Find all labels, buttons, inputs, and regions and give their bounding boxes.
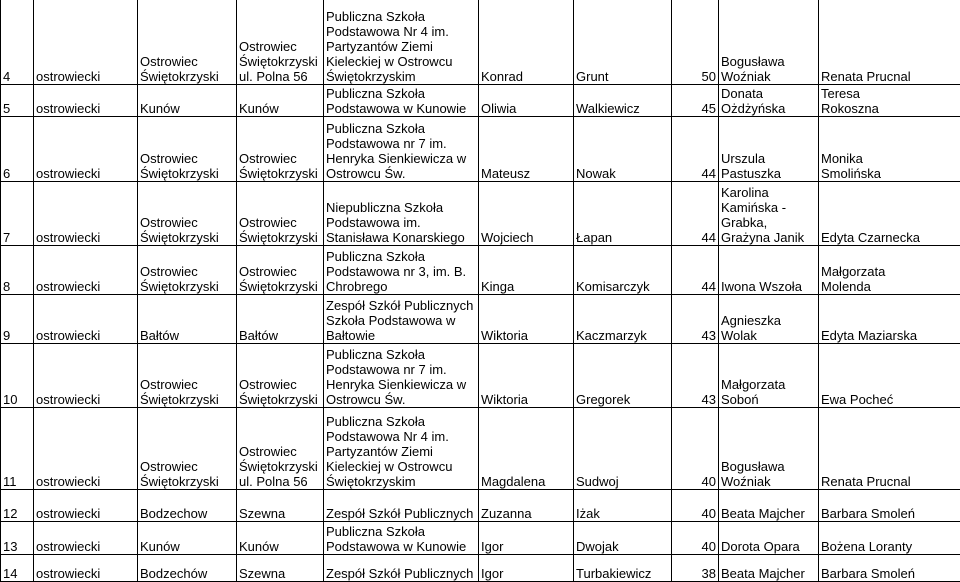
teacher-cell: Iwona Wszoła	[719, 246, 819, 295]
school-cell: Publiczna Szkoła Podstawowa Nr 4 im. Partyzantów Ziemi Kieleckiej w Ostrowcu Świętokrzyskim	[324, 408, 479, 490]
table-row	[1, 0, 960, 85]
first-name-cell: Igor	[479, 522, 574, 555]
teacher-cell: Agnieszka Wolak	[719, 295, 819, 344]
gmina-cell: Bodzechów	[138, 555, 237, 582]
first-name-cell: Magdalena	[479, 408, 574, 490]
last-name-cell: Nowak	[574, 117, 672, 182]
powiat-cell: ostrowiecki	[34, 344, 138, 408]
gmina-cell: Ostrowiec Świętokrzyski	[138, 246, 237, 295]
supervisor-cell: Renata Prucnal	[819, 0, 960, 85]
last-name-cell: Dwojak	[574, 522, 672, 555]
gmina-cell: Kunów	[138, 522, 237, 555]
row-number: 4	[1, 0, 34, 85]
row-number: 6	[1, 117, 34, 182]
table-row	[1, 182, 960, 246]
last-name-cell: Kaczmarzyk	[574, 295, 672, 344]
points-cell: 44	[672, 117, 719, 182]
row-number: 10	[1, 344, 34, 408]
school-cell: Publiczna Szkoła Podstawowa nr 7 im. Henryka Sienkiewicza w Ostrowcu Św.	[324, 344, 479, 408]
table-row	[1, 522, 960, 555]
teacher-cell: Bogusława Woźniak	[719, 408, 819, 490]
first-name-cell: Wojciech	[479, 182, 574, 246]
first-name-cell: Konrad	[479, 0, 574, 85]
first-name-cell: Oliwia	[479, 85, 574, 117]
powiat-cell: ostrowiecki	[34, 246, 138, 295]
locality-cell: Kunów	[237, 522, 324, 555]
table-row	[1, 490, 960, 522]
powiat-cell: ostrowiecki	[34, 408, 138, 490]
first-name-cell: Igor	[479, 555, 574, 582]
table-row	[1, 246, 960, 295]
points-cell: 44	[672, 182, 719, 246]
gmina-cell: Bodzechow	[138, 490, 237, 522]
supervisor-cell: Edyta Maziarska	[819, 295, 960, 344]
table-row	[1, 117, 960, 182]
gmina-cell: Ostrowiec Świętokrzyski	[138, 408, 237, 490]
locality-cell: Ostrowiec Świętokrzyski	[237, 117, 324, 182]
first-name-cell: Wiktoria	[479, 295, 574, 344]
school-cell: Zespół Szkół Publicznych	[324, 490, 479, 522]
row-number: 7	[1, 182, 34, 246]
school-cell: Publiczna Szkoła Podstawowa w Kunowie	[324, 522, 479, 555]
points-cell: 50	[672, 0, 719, 85]
last-name-cell: Turbakiewicz	[574, 555, 672, 582]
teacher-cell: Dorota Opara	[719, 522, 819, 555]
row-number: 8	[1, 246, 34, 295]
locality-cell: Ostrowiec Świętokrzyski ul. Polna 56	[237, 408, 324, 490]
teacher-cell: Beata Majcher	[719, 490, 819, 522]
powiat-cell: ostrowiecki	[34, 522, 138, 555]
locality-cell: Bałtów	[237, 295, 324, 344]
locality-cell: Ostrowiec Świętokrzyski	[237, 246, 324, 295]
supervisor-cell: Barbara Smoleń	[819, 555, 960, 582]
school-cell: Zespół Szkół Publicznych Szkoła Podstawowa w Bałtowie	[324, 295, 479, 344]
school-cell: Publiczna Szkoła Podstawowa nr 3, im. B. Chrobrego	[324, 246, 479, 295]
points-cell: 40	[672, 490, 719, 522]
table-row	[1, 344, 960, 408]
powiat-cell: ostrowiecki	[34, 0, 138, 85]
points-cell: 44	[672, 246, 719, 295]
supervisor-cell: Monika Smolińska	[819, 117, 960, 182]
powiat-cell: ostrowiecki	[34, 117, 138, 182]
last-name-cell: Komisarczyk	[574, 246, 672, 295]
supervisor-cell: Bożena Loranty	[819, 522, 960, 555]
points-cell: 40	[672, 408, 719, 490]
teacher-cell: Karolina Kamińska - Grabka, Grażyna Janik	[719, 182, 819, 246]
gmina-cell: Ostrowiec Świętokrzyski	[138, 0, 237, 85]
points-cell: 43	[672, 344, 719, 408]
locality-cell: Ostrowiec Świętokrzyski ul. Polna 56	[237, 0, 324, 85]
supervisor-cell: Teresa Rokoszna	[819, 85, 960, 117]
powiat-cell: ostrowiecki	[34, 182, 138, 246]
powiat-cell: ostrowiecki	[34, 85, 138, 117]
school-cell: Publiczna Szkoła Podstawowa Nr 4 im. Partyzantów Ziemi Kieleckiej w Ostrowcu Świętokrzyskim	[324, 0, 479, 85]
first-name-cell: Wiktoria	[479, 344, 574, 408]
first-name-cell: Zuzanna	[479, 490, 574, 522]
last-name-cell: Łapan	[574, 182, 672, 246]
table-row	[1, 555, 960, 582]
powiat-cell: ostrowiecki	[34, 295, 138, 344]
supervisor-cell: Edyta Czarnecka	[819, 182, 960, 246]
gmina-cell: Kunów	[138, 85, 237, 117]
row-number: 12	[1, 490, 34, 522]
first-name-cell: Mateusz	[479, 117, 574, 182]
teacher-cell: Urszula Pastuszka	[719, 117, 819, 182]
locality-cell: Ostrowiec Świętokrzyski	[237, 344, 324, 408]
points-cell: 38	[672, 555, 719, 582]
row-number: 13	[1, 522, 34, 555]
table-row	[1, 408, 960, 490]
gmina-cell: Ostrowiec Świętokrzyski	[138, 117, 237, 182]
supervisor-cell: Ewa Pocheć	[819, 344, 960, 408]
last-name-cell: Grunt	[574, 0, 672, 85]
last-name-cell: Sudwoj	[574, 408, 672, 490]
school-cell: Zespół Szkół Publicznych	[324, 555, 479, 582]
last-name-cell: Iżak	[574, 490, 672, 522]
teacher-cell: Donata Ożdżyńska	[719, 85, 819, 117]
locality-cell: Szewna	[237, 490, 324, 522]
school-cell: Niepubliczna Szkoła Podstawowa im. Stanisława Konarskiego	[324, 182, 479, 246]
row-number: 9	[1, 295, 34, 344]
supervisor-cell: Renata Prucnal	[819, 408, 960, 490]
teacher-cell: Małgorzata Soboń	[719, 344, 819, 408]
teacher-cell: Bogusława Woźniak	[719, 0, 819, 85]
powiat-cell: ostrowiecki	[34, 555, 138, 582]
locality-cell: Szewna	[237, 555, 324, 582]
table-row	[1, 295, 960, 344]
school-cell: Publiczna Szkoła Podstawowa nr 7 im. Henryka Sienkiewicza w Ostrowcu Św.	[324, 117, 479, 182]
school-cell: Publiczna Szkoła Podstawowa w Kunowie	[324, 85, 479, 117]
points-cell: 43	[672, 295, 719, 344]
teacher-cell: Beata Majcher	[719, 555, 819, 582]
points-cell: 40	[672, 522, 719, 555]
powiat-cell: ostrowiecki	[34, 490, 138, 522]
gmina-cell: Ostrowiec Świętokrzyski	[138, 344, 237, 408]
gmina-cell: Bałtów	[138, 295, 237, 344]
first-name-cell: Kinga	[479, 246, 574, 295]
supervisor-cell: Małgorzata Molenda	[819, 246, 960, 295]
locality-cell: Kunów	[237, 85, 324, 117]
supervisor-cell: Barbara Smoleń	[819, 490, 960, 522]
last-name-cell: Walkiewicz	[574, 85, 672, 117]
last-name-cell: Gregorek	[574, 344, 672, 408]
locality-cell: Ostrowiec Świętokrzyski	[237, 182, 324, 246]
table-row	[1, 85, 960, 117]
row-number: 14	[1, 555, 34, 582]
row-number: 5	[1, 85, 34, 117]
gmina-cell: Ostrowiec Świętokrzyski	[138, 182, 237, 246]
row-number: 11	[1, 408, 34, 490]
points-cell: 45	[672, 85, 719, 117]
